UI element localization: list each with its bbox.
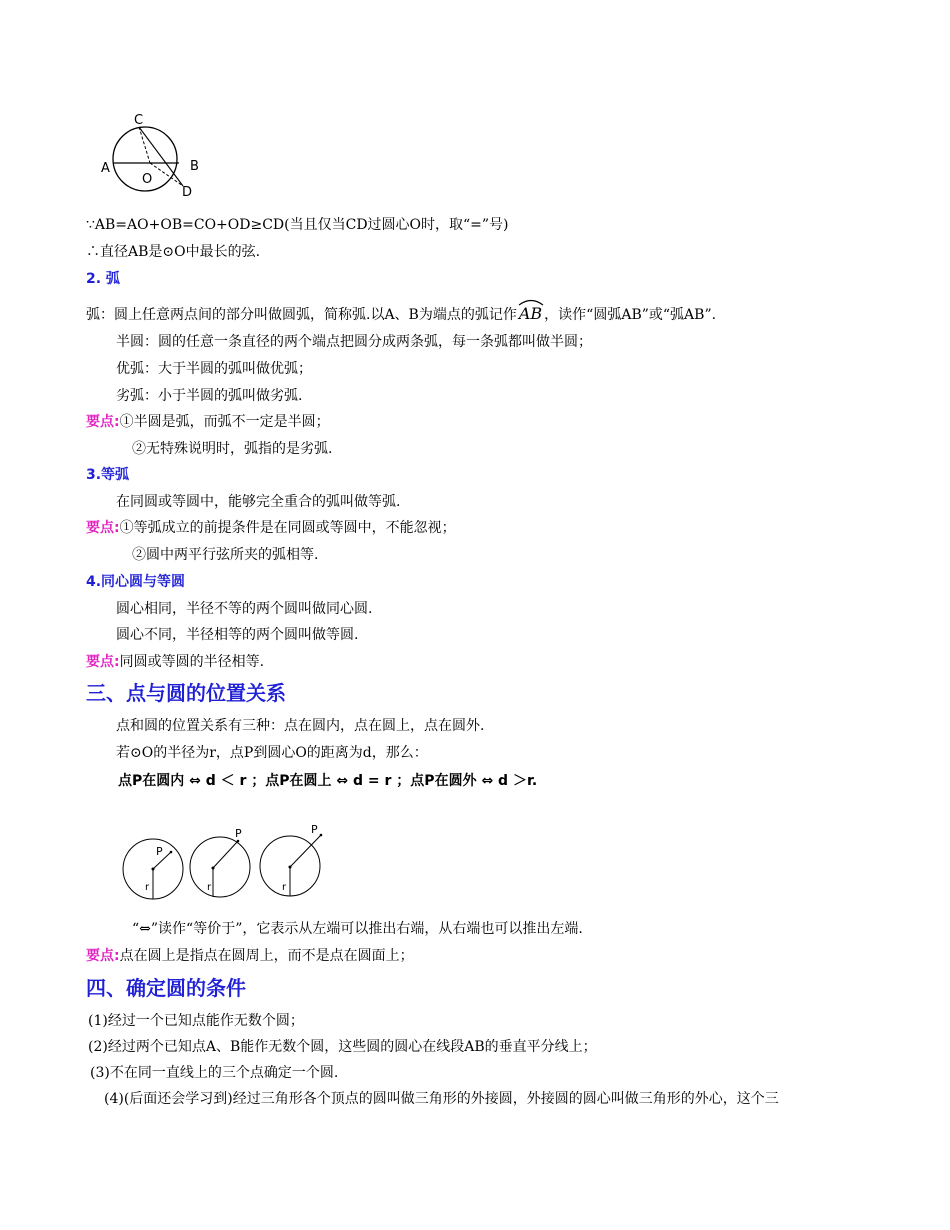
point-circle-intro: 点和圆的位置关系有三种：点在圆内，点在圆上，点在圆外. bbox=[116, 718, 485, 734]
section-concentric-heading: 4.同心圆与等圆 bbox=[86, 574, 186, 590]
label-a: A bbox=[101, 161, 110, 176]
equivalence-explanation: “⇔”读作“等价于”，它表示从左端可以推出右端，从右端也可以推出左端. bbox=[132, 921, 583, 937]
label-p-on: P bbox=[235, 827, 242, 840]
minor-arc-definition: 劣弧：小于半圆的弧叫做劣弧. bbox=[116, 388, 303, 404]
condition-item-2: (2)经过两个已知点A、B能作无数个圆，这些圆的圆心在线段AB的垂直平分线上； bbox=[88, 1039, 597, 1055]
equal-arc-key-point-1 bbox=[86, 517, 456, 537]
key-point-text: 同圆或等圆的半径相等. bbox=[119, 654, 265, 670]
section-arc-heading: 2. 弧 bbox=[86, 271, 120, 287]
proof-line-1: ∵AB=AO+OB=CO+OD≥CD(当且仅当CD过圆心O时，取“=”号) bbox=[86, 217, 509, 233]
key-point-text: ①等弧成立的前提条件是在同圆或等圆中，不能忽视； bbox=[119, 520, 456, 536]
semicircle-definition: 半圆：圆的任意一条直径的两个端点把圆分成两条弧，每一条弧都叫做半圆； bbox=[116, 334, 592, 350]
key-point-text: ①半圆是弧，而弧不一定是半圆； bbox=[119, 414, 330, 430]
arc-symbol-text: AB bbox=[518, 304, 543, 323]
arc-definition bbox=[86, 304, 716, 324]
label-r-inside: r bbox=[145, 882, 150, 893]
key-point-label: 要点: bbox=[86, 520, 120, 536]
condition-item-1: (1)经过一个已知点能作无数个圆； bbox=[88, 1013, 304, 1029]
condition-item-4: (4)(后面还会学习到)经过三角形各个顶点的圆叫做三角形的外接圆，外接圆的圆心叫做三角形的外心，这个三 bbox=[104, 1091, 779, 1107]
key-point-label: 要点: bbox=[86, 414, 120, 430]
label-p-inside: P bbox=[156, 845, 163, 858]
arc-key-point-2: ②无特殊说明时，弧指的是劣弧. bbox=[132, 441, 333, 457]
arc-ab-symbol bbox=[517, 304, 544, 323]
label-r-outside: r bbox=[282, 882, 287, 893]
label-p-outside: P bbox=[311, 823, 318, 836]
part4-heading: 四、确定圆的条件 bbox=[86, 976, 246, 1000]
point-position-figure bbox=[118, 822, 328, 902]
label-o: O bbox=[142, 172, 153, 187]
equal-circle-definition: 圆心不同，半径相等的两个圆叫做等圆. bbox=[116, 627, 359, 643]
circle-point-inside bbox=[123, 839, 183, 899]
point-circle-relations: 点P在圆内 ⇔ d ＜ r ；点P在圆上 ⇔ d = r ；点P在圆外 ⇔ d ＞r. bbox=[118, 773, 538, 789]
point-circle-condition: 若⊙O的半径为r，点P到圆心O的距离为d，那么： bbox=[116, 745, 428, 761]
arc-definition-part1: 弧：圆上任意两点间的部分叫做圆弧，简称弧.以A、B为端点的弧记作 bbox=[86, 307, 517, 323]
key-point-text: 点在圆上是指点在圆周上，而不是点在圆面上； bbox=[119, 948, 414, 964]
equal-arc-definition: 在同圆或等圆中，能够完全重合的弧叫做等弧. bbox=[116, 494, 401, 510]
label-b: B bbox=[190, 159, 199, 174]
point-circle-key-point bbox=[86, 945, 414, 965]
proof-line-2: ∴直径AB是⊙O中最长的弦. bbox=[86, 244, 261, 260]
radius-co bbox=[139, 127, 150, 163]
arc-overline bbox=[517, 298, 545, 306]
circle-point-outside bbox=[260, 823, 322, 896]
arc-key-point-1 bbox=[86, 411, 330, 431]
section-equal-arc-heading: 3.等弧 bbox=[86, 467, 130, 483]
part3-heading: 三、点与圆的位置关系 bbox=[86, 681, 286, 705]
key-point-label: 要点: bbox=[86, 948, 120, 964]
label-c: C bbox=[134, 113, 144, 128]
circle-diameter-chord-figure bbox=[96, 108, 216, 203]
major-arc-definition: 优弧：大于半圆的弧叫做优弧； bbox=[116, 361, 312, 377]
arc-definition-part2: ，读作“圆弧AB”或“弧AB”. bbox=[544, 307, 717, 323]
key-point-label: 要点: bbox=[86, 654, 120, 670]
concentric-definition: 圆心相同，半径不等的两个圆叫做同心圆. bbox=[116, 601, 373, 617]
label-r-on: r bbox=[207, 882, 212, 893]
equal-circle-key-point bbox=[86, 651, 264, 671]
condition-item-3: (3)不在同一直线上的三个点确定一个圆. bbox=[90, 1065, 339, 1081]
label-d: D bbox=[182, 185, 193, 200]
equal-arc-key-point-2: ②圆中两平行弦所夹的弧相等. bbox=[132, 547, 319, 563]
circle-point-on bbox=[190, 827, 250, 897]
